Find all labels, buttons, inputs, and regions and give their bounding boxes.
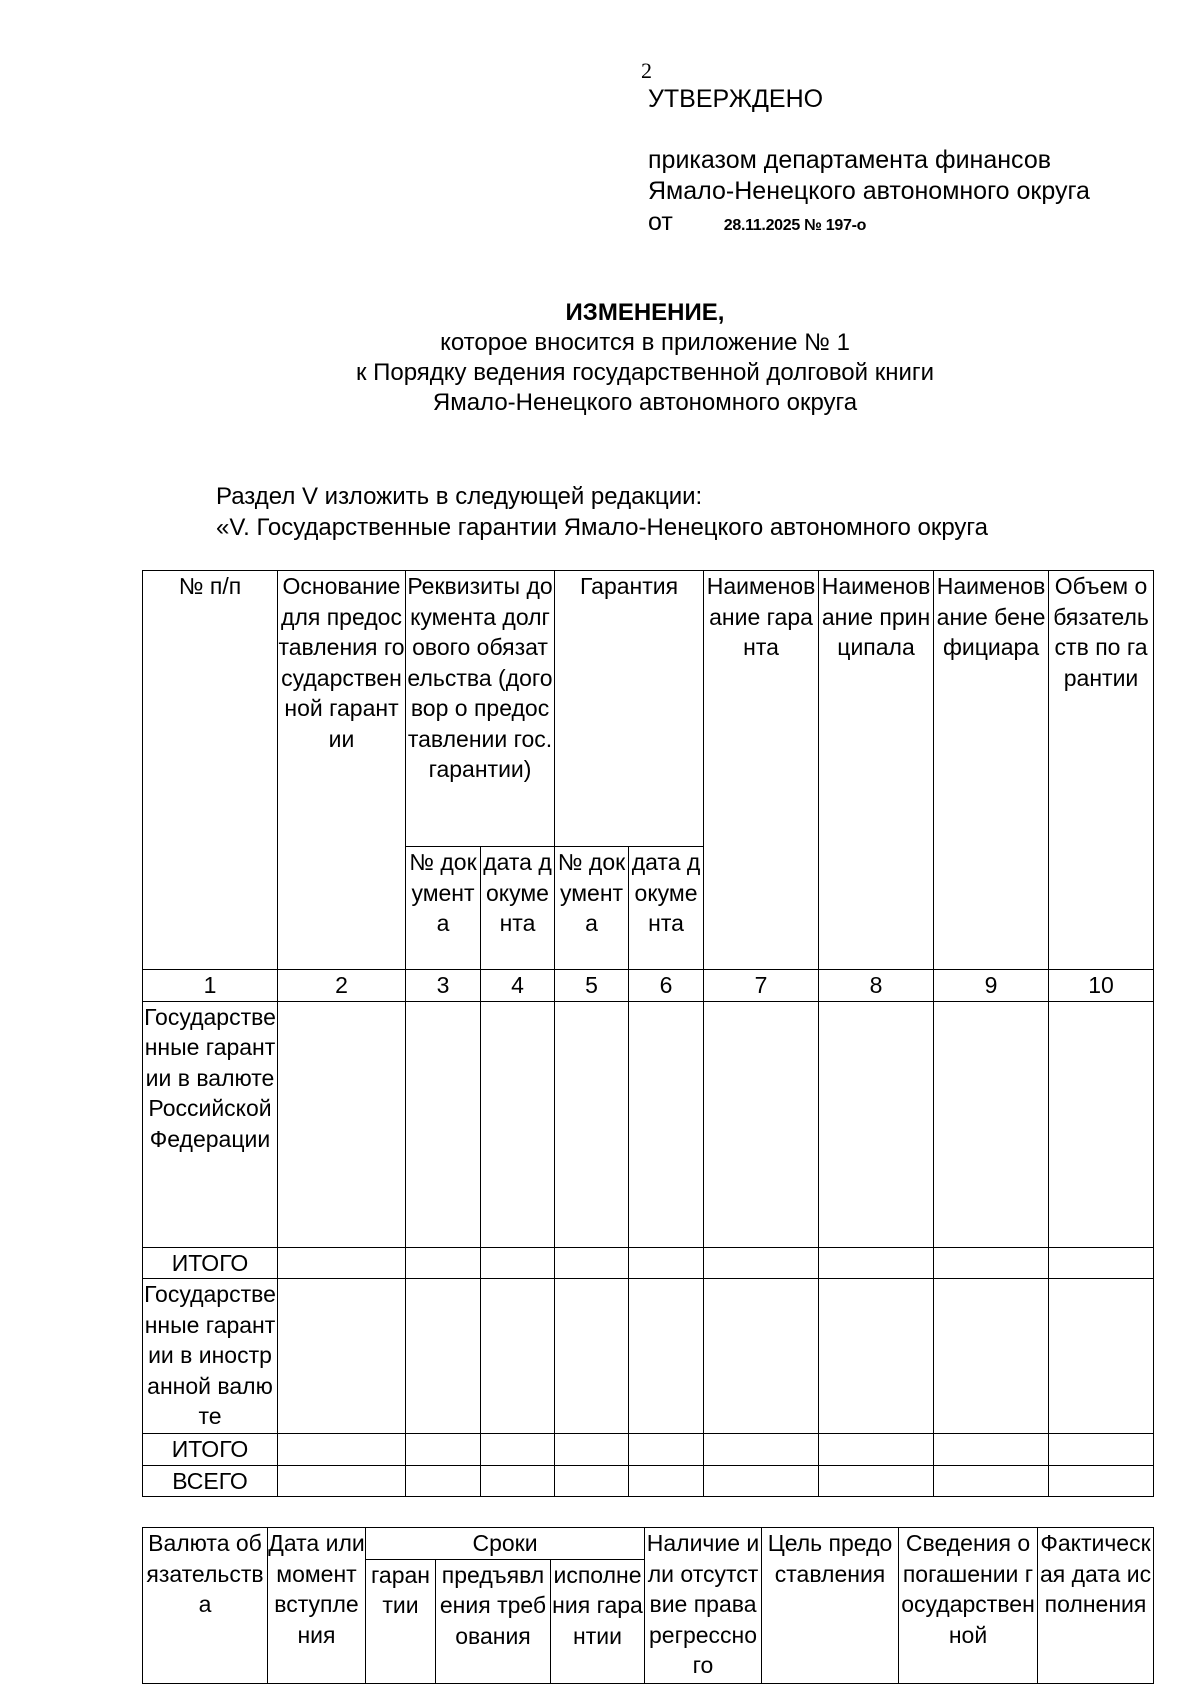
page-number: 2	[641, 58, 652, 83]
header-principal: Наименование принципала	[819, 571, 934, 970]
column-number: 4	[481, 970, 555, 1002]
intro-line-1: Раздел V изложить в следующей редакции:	[216, 483, 703, 510]
row-label-foreign: Государственные гарантии в иностранной валюте	[143, 1279, 278, 1434]
header-purpose: Цель предоставления	[762, 1528, 899, 1684]
row-label-total: ИТОГО	[143, 1434, 278, 1466]
header-terms: Сроки	[366, 1528, 645, 1560]
header-basis: Основание для предоставления государственной гарантии	[278, 571, 406, 970]
guarantees-table	[142, 570, 1154, 1497]
title-line-1: которое вносится в приложение № 1	[440, 329, 850, 356]
header-beneficiary: Наименование бенефициара	[934, 571, 1049, 970]
header-actual-date: Фактическая дата исполнения	[1038, 1528, 1154, 1684]
approval-block	[648, 84, 1090, 241]
header-currency: Валюта обязательства	[143, 1528, 268, 1684]
title-line-3: Ямало-Ненецкого автономного округа	[432, 389, 858, 416]
document-title	[0, 298, 1200, 418]
row-label-grand-total: ВСЕГО	[143, 1465, 278, 1497]
title-heading: ИЗМЕНЕНИЕ,	[565, 299, 725, 326]
header-terms-claim: предъявления требования	[436, 1559, 551, 1683]
column-number: 9	[934, 970, 1049, 1002]
header-guarantee: Гарантия	[555, 571, 704, 847]
row-label-total: ИТОГО	[143, 1247, 278, 1279]
header-date: Дата или момент вступления	[268, 1528, 366, 1684]
column-number: 1	[143, 970, 278, 1002]
column-number: 5	[555, 970, 629, 1002]
row-label-rub: Государственные гарантии в валюте Российской Федерации	[143, 1001, 278, 1247]
order-line-1: приказом департамента финансов	[648, 146, 1052, 174]
title-line-2: к Порядку ведения государственной долговой книги	[355, 359, 935, 386]
column-number: 7	[704, 970, 819, 1002]
column-number: 6	[629, 970, 704, 1002]
header-num: № п/п	[143, 571, 278, 970]
intro-line-2: «V. Государственные гарантии Ямало-Ненецкого автономного округа	[216, 514, 988, 541]
header-guarantor: Наименование гаранта	[704, 571, 819, 970]
date-prefix: от	[648, 208, 673, 236]
header-req-doc-no: № документа	[406, 847, 481, 970]
header-volume: Объем обязательств по гарантии	[1049, 571, 1154, 970]
column-number: 10	[1049, 970, 1154, 1002]
header-repayment: Сведения о погашении государственной	[899, 1528, 1038, 1684]
header-terms-guarantee: гарантии	[366, 1559, 436, 1683]
order-date-line	[648, 207, 1090, 241]
header-requisites: Реквизиты документа долгового обязательства (договор о предоставлении гос. гарантии)	[406, 571, 555, 847]
header-guar-doc-date: дата документа	[629, 847, 704, 970]
header-guar-doc-no: № документа	[555, 847, 629, 970]
guarantees-table-continued	[142, 1527, 1154, 1684]
header-req-doc-date: дата документа	[481, 847, 555, 970]
intro-text	[216, 481, 988, 543]
approved-label: УТВЕРЖДЕНО	[648, 85, 824, 113]
column-number: 8	[819, 970, 934, 1002]
order-date-number: 28.11.2025 № 197-о	[723, 217, 867, 234]
header-regress: Наличие или отсутствие права регрессного	[645, 1528, 762, 1684]
column-number: 3	[406, 970, 481, 1002]
order-line-2: Ямало-Ненецкого автономного округа	[648, 177, 1090, 205]
column-number: 2	[278, 970, 406, 1002]
header-terms-execution: исполнения гарантии	[551, 1559, 645, 1683]
